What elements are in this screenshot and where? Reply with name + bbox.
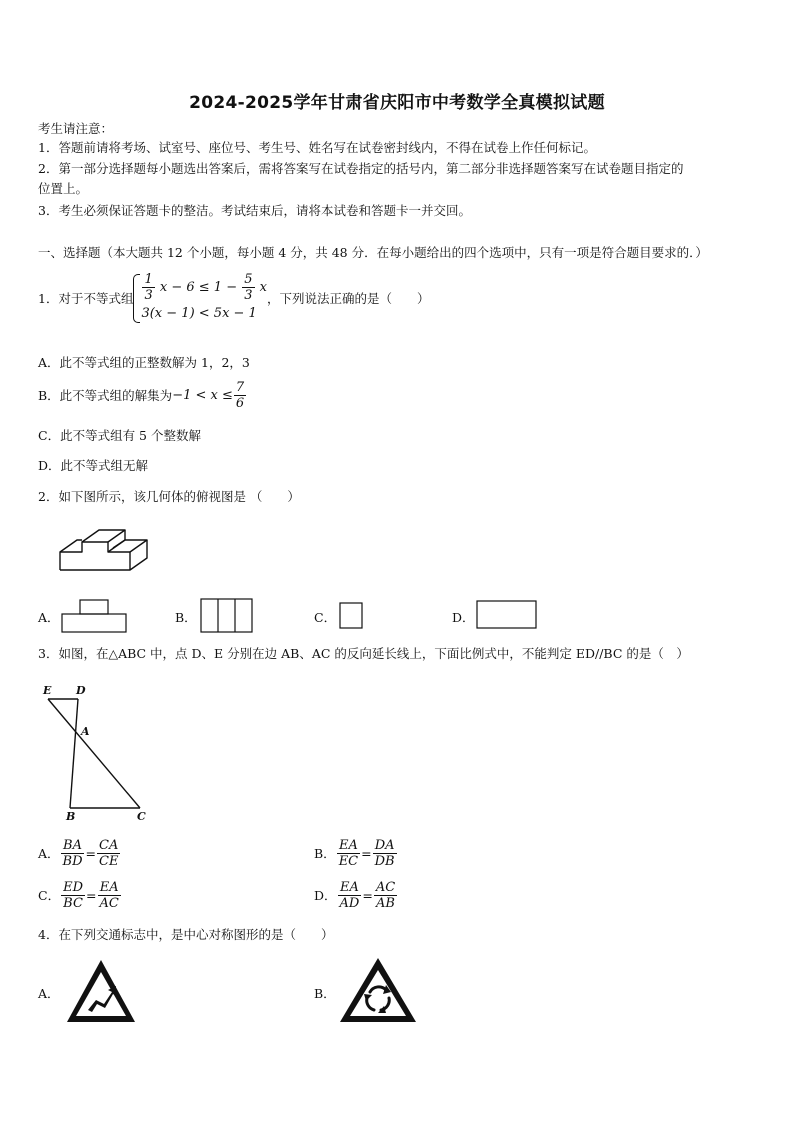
frac-den: CE [99, 854, 119, 869]
q2-option-d-label: D． [452, 610, 475, 625]
section-heading: 一、选择题（本大题共 12 个小题，每小题 4 分，共 48 分．在每小题给出的四个选项中，只有一项是符合题目要求的．） [38, 245, 708, 260]
equals-sign: = [85, 845, 96, 861]
frac-num: ED [63, 880, 83, 895]
frac-den: AD [339, 896, 360, 911]
frac-num: AC [375, 880, 396, 895]
frac-num: DA [374, 838, 395, 853]
frac-den: 6 [235, 396, 245, 411]
notice-item-1: 1．答题前请将考场、试室号、座位号、考生号、姓名写在试卷密封线内，不得在试卷上作任何标记。 [38, 140, 596, 155]
point-label-e: E [43, 684, 52, 697]
point-label-b: B [66, 810, 76, 823]
point-label-d: D [76, 684, 86, 697]
notice-item-3: 3．考生必须保证答题卡的整洁。考试结束后，请将本试卷和答题卡一并交回。 [38, 203, 471, 218]
frac-den: BD [62, 854, 83, 869]
q1-option-c: C．此不等式组有 5 个整数解 [38, 428, 201, 443]
question-4-stem: 4．在下列交通标志中，是中心对称图形的是（ ） [38, 927, 334, 942]
q1-option-d: D．此不等式组无解 [38, 458, 149, 473]
frac-num: 1 [144, 272, 153, 287]
notice-heading: 考生请注意： [38, 121, 114, 136]
option-label: C． [38, 887, 61, 903]
equals-sign: = [362, 887, 373, 903]
frac-den: AB [376, 896, 395, 911]
q4-option-a-label: A． [38, 986, 60, 1001]
q1-option-b-math: −1 < x ≤ [172, 387, 233, 403]
frac-num: EA [338, 838, 358, 853]
frac-den: DB [374, 854, 395, 869]
inequality-row-2: 3(x − 1) < 5x − 1 [141, 306, 257, 321]
equals-sign: = [361, 845, 372, 861]
frac-den: 3 [244, 288, 253, 303]
frac-num: BA [63, 838, 82, 853]
notice-item-2-cont: 位置上。 [38, 181, 89, 196]
equals-sign: = [86, 887, 97, 903]
q2-option-a-label: A． [38, 610, 60, 625]
q2-option-c-label: C． [314, 610, 337, 625]
exam-title: 2024-2025学年甘肃省庆阳市中考数学全真模拟试题 [189, 93, 605, 113]
q1-prefix: 1．对于不等式组 [38, 290, 134, 306]
q4-option-b-label: B． [314, 986, 336, 1001]
q2-option-b-label: B． [175, 610, 197, 625]
q1-option-b-text: B．此不等式组的解集为 [38, 387, 173, 403]
q1-option-a: A．此不等式组的正整数解为 1，2，3 [38, 355, 250, 370]
frac-num: 7 [235, 380, 245, 395]
frac-num: CA [99, 838, 119, 853]
q1-suffix: ，下列说法正确的是（ ） [267, 290, 430, 306]
frac-den: 3 [144, 288, 153, 303]
option-label: A． [38, 845, 60, 861]
point-label-c: C [137, 810, 146, 823]
question-3-stem: 3．如图，在△ABC 中，点 D、E 分别在边 AB、AC 的反向延长线上，下面比例式中，不能判定 ED//BC 的是（ ） [38, 646, 689, 661]
option-label: D． [314, 887, 337, 903]
frac-num: 5 [244, 272, 253, 287]
point-label-a: A [81, 725, 90, 738]
frac-num: EA [99, 880, 119, 895]
row1-var: x [259, 280, 268, 295]
option-label: B． [314, 845, 336, 861]
row1-expr: x − 6 ≤ 1 − [159, 280, 238, 295]
frac-num: EA [339, 880, 359, 895]
frac-den: AC [99, 896, 119, 911]
frac-den: BC [63, 896, 83, 911]
frac-den: EC [338, 854, 359, 869]
question-2-stem: 2．如下图所示，该几何体的俯视图是 （ ） [38, 489, 300, 504]
notice-item-2: 2．第一部分选择题每小题选出答案后，需将答案写在试卷指定的括号内，第二部分非选择题答案写在试卷题目指定的 [38, 161, 684, 176]
